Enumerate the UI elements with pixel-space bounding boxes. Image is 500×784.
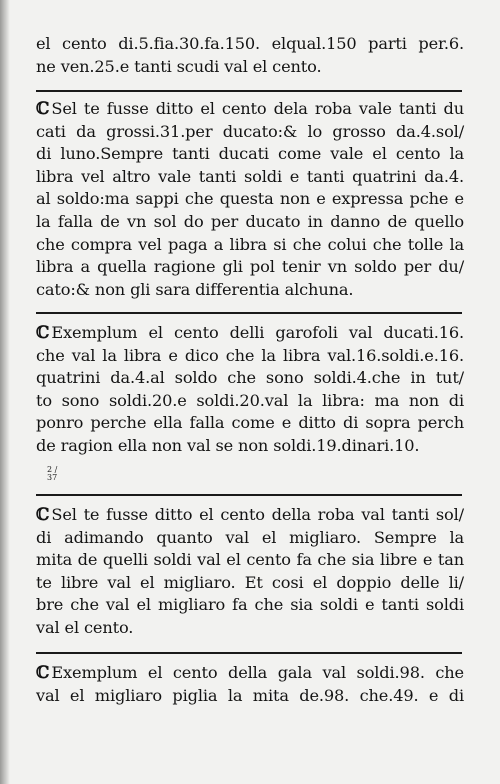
text-line: di luno.Sempre tanti ducati come vale el cento la [36, 144, 464, 164]
text-line: cato:& non gli sara differentia alchuna. [36, 279, 354, 299]
text-span: Exemplum el cento delli garofoli val ducati.16. [51, 323, 464, 342]
text-line: che compra vel paga a libra si che colui che tolle la [36, 234, 464, 254]
paragraph-mark-icon: ℂ [36, 323, 50, 343]
text-line: quatrini da.4.al soldo che sono soldi.4.che in tut/ [36, 368, 464, 388]
text-line: te libre val el migliaro. Et cosi el doppio delle li/ [36, 572, 464, 592]
text-line: cati da grossi.31.per ducato:& lo grosso da.4.sol/ [36, 121, 464, 141]
paragraph-continuation [36, 33, 464, 78]
text-line: ponro perche ella falla come e ditto di sopra perch [36, 413, 464, 433]
text-line: val el cento. [36, 617, 134, 637]
text-line: libra a quella ragione gli pol tenir vn soldo per du/ [36, 257, 464, 277]
text-line: mita de quelli soldi val el cento fa che sia libre e tan [36, 550, 464, 570]
text-line: ne ven.25.e tanti scudi val el cento. [36, 56, 322, 76]
paragraph-example-gall [36, 662, 464, 707]
paragraph-mark-icon: ℂ [36, 505, 50, 525]
text-line: di adimando quanto val el migliaro. Sempre la [36, 527, 464, 547]
page-gutter-shadow [0, 0, 10, 784]
text-line: al soldo:ma sappi che questa non e expressa pche e [36, 189, 464, 209]
text-line: to sono soldi.20.e soldi.20.val la libra: ma non di [36, 390, 464, 410]
text-line: val el migliaro piglia la mita de.98. che.49. e di [36, 685, 464, 705]
section-rule [36, 494, 462, 496]
text-line: el cento di.5.fia.30.fa.150. elqual.150 parti per.6. [36, 34, 464, 53]
section-rule [36, 312, 462, 314]
margin-note: 2 / 37 [47, 465, 58, 482]
paragraph-mark-icon: ℂ [36, 663, 50, 683]
paragraph-rule-hundred-ducats [36, 98, 464, 301]
text-line: de ragion ella non val se non soldi.19.dinari.10. [36, 435, 420, 455]
section-rule [36, 652, 462, 654]
section-rule [36, 90, 462, 92]
text-line [36, 662, 464, 685]
paragraph-rule-thousand [36, 504, 464, 640]
text-line: bre che val el migliaro fa che sia soldi e tanti soldi [36, 595, 464, 615]
text-span: Sel te fusse ditto el cento dela roba vale tanti du [51, 99, 464, 118]
text-line: libra vel altro vale tanti soldi e tanti quatrini da.4. [36, 166, 464, 186]
text-line [36, 504, 464, 527]
text-line: la falla de vn sol do per ducato in danno de quello [36, 211, 464, 231]
text-span: Exemplum el cento della gala val soldi.98. che [51, 663, 464, 682]
text-span: Sel te fusse ditto el cento della roba val tanti sol/ [51, 505, 464, 524]
text-line [36, 322, 464, 345]
paragraph-mark-icon: ℂ [36, 99, 50, 119]
paragraph-example-cloves [36, 322, 464, 458]
text-line: che val la libra e dico che la libra val.16.soldi.e.16. [36, 345, 464, 365]
text-line [36, 98, 464, 121]
